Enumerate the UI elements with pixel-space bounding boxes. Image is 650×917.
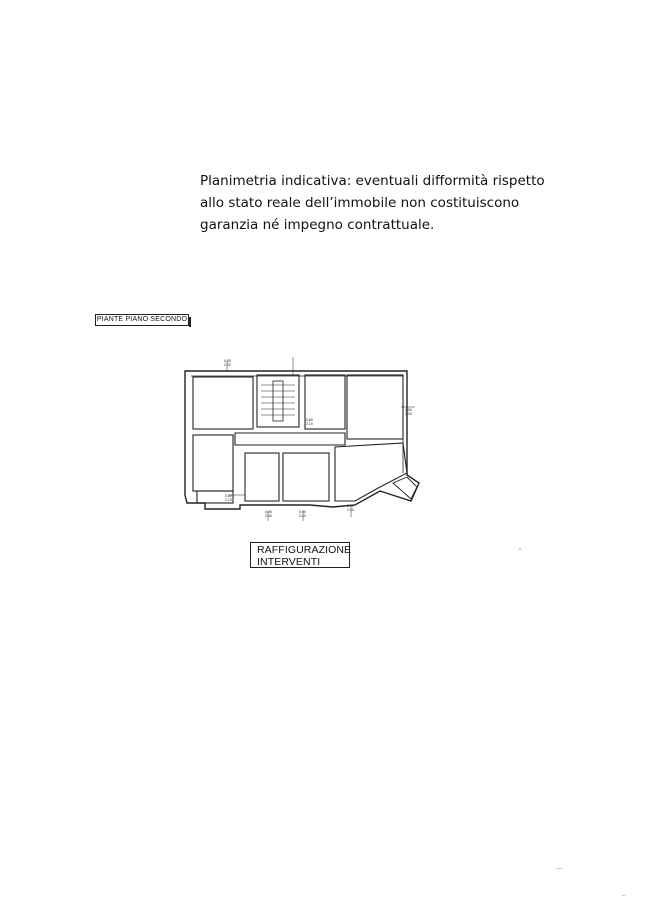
plan-title-label: PIANTE PIANO SECONDO: [95, 314, 189, 326]
outer-wall: [185, 371, 419, 509]
svg-text:2.10: 2.10: [306, 422, 313, 426]
room-bottom-2: [283, 453, 329, 501]
svg-text:2.40: 2.40: [265, 514, 272, 518]
svg-text:1.30: 1.30: [405, 412, 412, 416]
stairwell: [257, 375, 299, 427]
scan-speck: [519, 548, 521, 550]
corridor: [235, 433, 345, 445]
disclaimer-line-1: Planimetria indicativa: eventuali difformità rispetto: [200, 173, 545, 189]
svg-text:1.50: 1.50: [405, 408, 412, 412]
svg-text:0.90: 0.90: [265, 510, 272, 514]
room-top-right: [347, 375, 403, 439]
svg-text:0.90: 0.90: [299, 510, 306, 514]
scan-speck: [622, 895, 625, 896]
scan-speck: [556, 868, 562, 869]
floor-plan-drawing: [175, 355, 425, 525]
svg-text:0.90: 0.90: [347, 504, 354, 508]
disclaimer-line-2: allo stato reale dell’immobile non costituiscono: [200, 195, 520, 211]
svg-text:2.20: 2.20: [224, 363, 231, 367]
legend-box: [250, 542, 350, 568]
svg-text:0.80: 0.80: [224, 359, 231, 363]
legend-line-1: RAFFIGURAZIONE: [257, 544, 352, 556]
room-bottom-1: [245, 453, 279, 501]
room-bottom-left: [193, 435, 233, 491]
room-top-left: [193, 377, 253, 429]
legend-line-2: INTERVENTI: [257, 555, 321, 568]
disclaimer-text: [200, 170, 560, 236]
svg-text:2.10: 2.10: [225, 498, 232, 502]
svg-text:0.80: 0.80: [306, 418, 313, 422]
room-bottom-right: [335, 443, 407, 501]
svg-text:2.40: 2.40: [299, 514, 306, 518]
disclaimer-line-3: garanzia né impegno contrattuale.: [200, 217, 435, 233]
svg-text:2.40: 2.40: [347, 508, 354, 512]
inner-wall: [191, 376, 403, 473]
svg-text:0.80: 0.80: [225, 494, 232, 498]
